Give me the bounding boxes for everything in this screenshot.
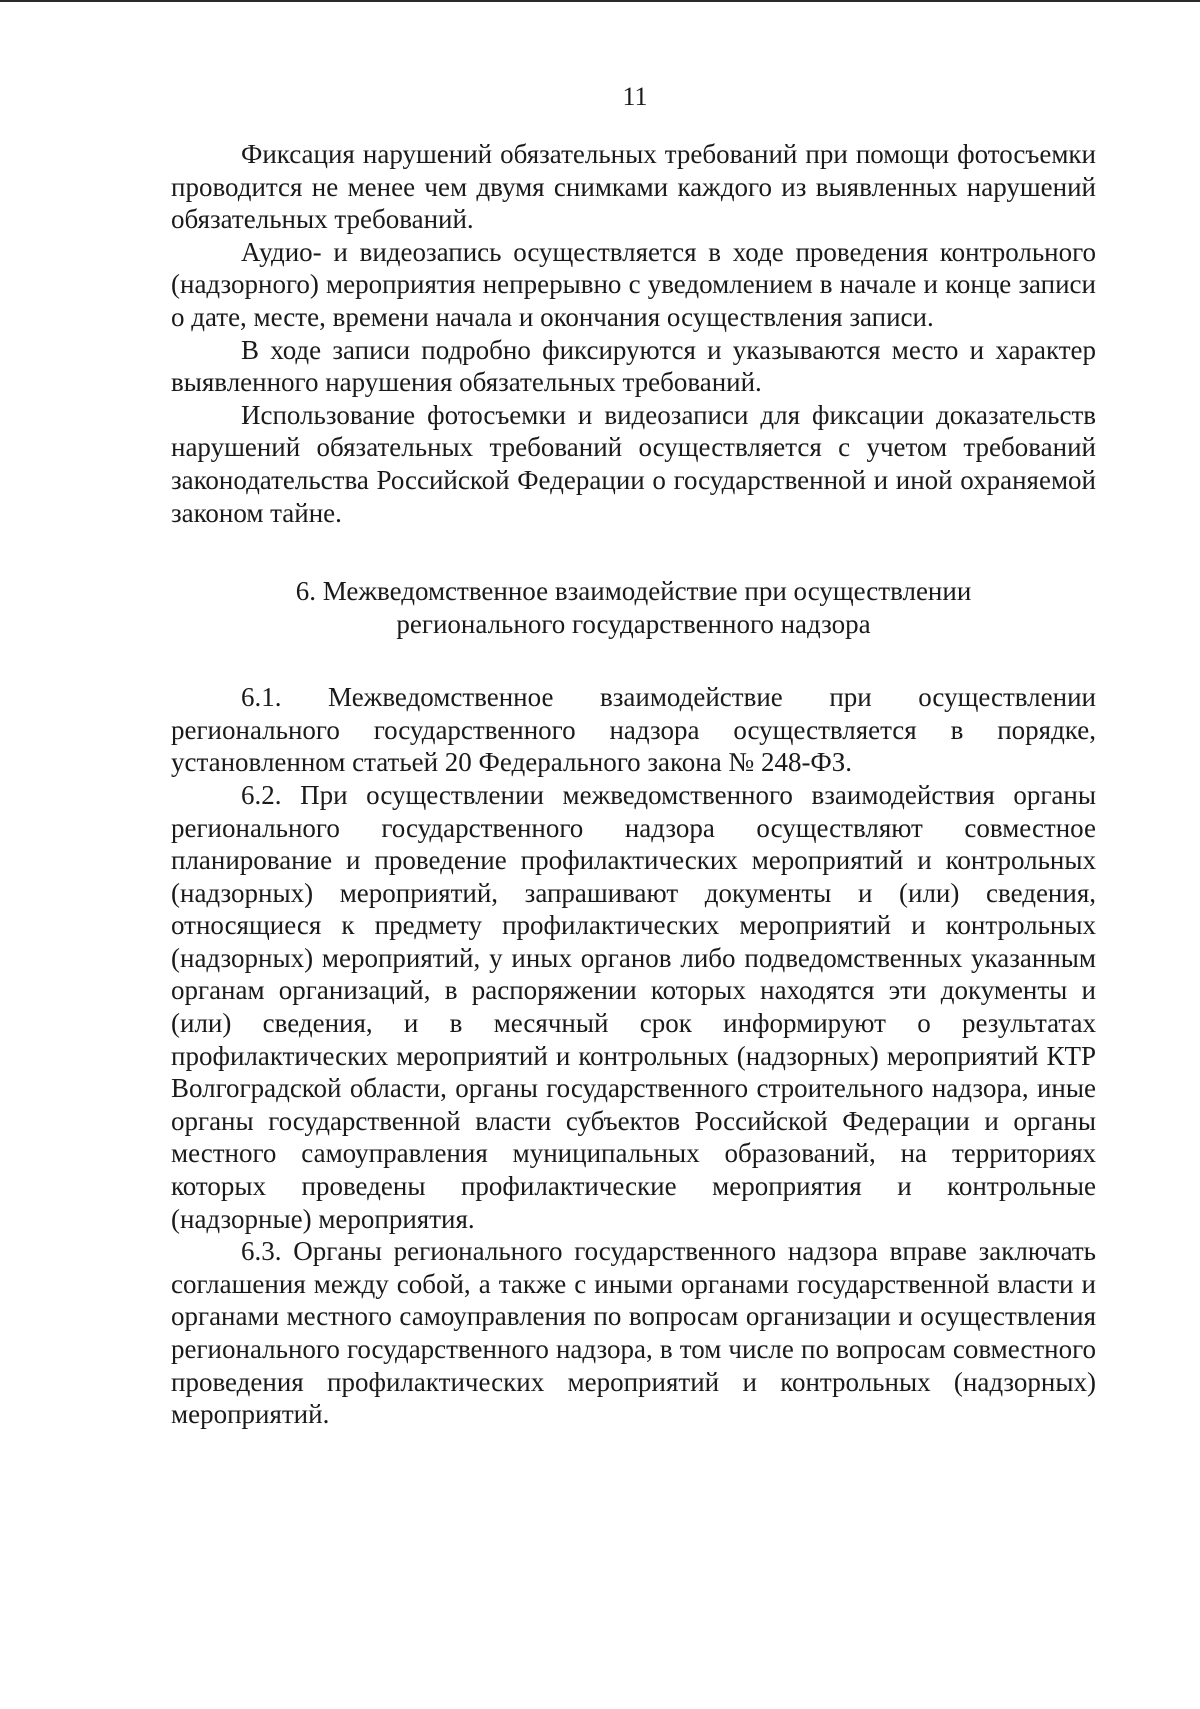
paragraph-photo-fixation: Фиксация нарушений обязательных требований при помощи фотосъемки проводится не менее чем двумя снимками каждого из выявленных нарушений обязательных требований.	[171, 139, 1096, 235]
section-heading-line-2: регионального государственного надзора	[396, 609, 871, 640]
paragraph-6-2: 6.2. При осуществлении межведомственного взаимодействия органы регионального государственного надзора осуществляют совместное планирование и проведение профилактических мероприятий и контрольных (надзорных) мероприятий, запрашивают документы и (или) сведения, относящиеся к предмету профилактических мероприятий и контрольных (надзорных) мероприятий, у иных органов либо подведомственных указанным органам организаций, в распоряжении которых находятся эти документы и (или) сведения, и в месячный срок информируют о результатах профилактических мероприятий и контрольных (надзорных) мероприятий КТР Волгоградской области, органы государственного строительного надзора, иные органы государственной власти субъектов Российской Федерации и органы местного самоуправления муниципальных образований, на территориях которых проведены профилактические мероприятия и контрольные (надзорные) мероприятия.	[171, 779, 1096, 1234]
section-heading-line-1: 6. Межведомственное взаимодействие при осуществлении	[295, 576, 972, 607]
top-edge-rule	[0, 0, 1200, 2]
section-heading	[171, 575, 1096, 641]
page-number: 11	[622, 82, 648, 111]
paragraph-6-3: 6.3. Органы регионального государственного надзора вправе заключать соглашения между собой, а также с иными органами государственной власти и органами местного самоуправления по вопросам организации и осуществления регионального государственного надзора, в том числе по вопросам совместного проведения профилактических мероприятий и контрольных (надзорных) мероприятий.	[171, 1236, 1096, 1430]
paragraph-recording-details: В ходе записи подробно фиксируются и указываются место и характер выявленного нарушения обязательных требований.	[171, 334, 1096, 398]
paragraph-6-1: 6.1. Межведомственное взаимодействие при осуществлении регионального государственного надзора осуществляется в порядке, установленном статьей 20 Федерального закона № 248-ФЗ.	[171, 682, 1096, 778]
document-body	[171, 138, 1096, 1431]
paragraph-secrecy-requirements: Использование фотосъемки и видеозаписи для фиксации доказательств нарушений обязательных требований осуществляется с учетом требований законодательства Российской Федерации о государственной и иной охраняемой законом тайне.	[171, 399, 1096, 528]
paragraph-audio-video-recording: Аудио- и видеозапись осуществляется в ходе проведения контрольного (надзорного) мероприятия непрерывно с уведомлением в начале и конце записи о дате, месте, времени начала и окончания осуществления записи.	[171, 236, 1096, 332]
